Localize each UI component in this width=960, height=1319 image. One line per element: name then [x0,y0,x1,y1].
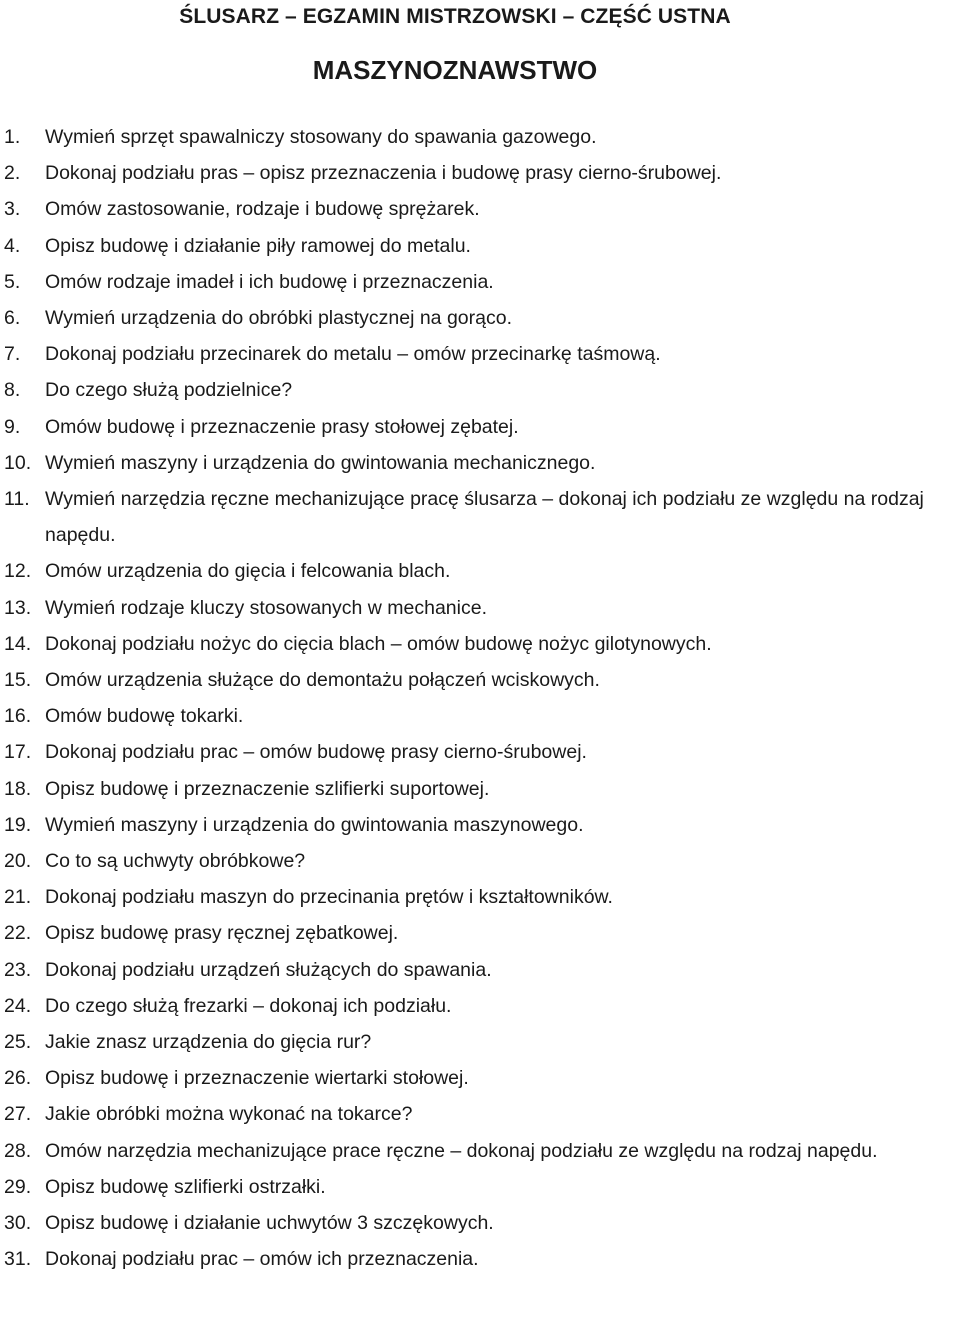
question-text: Dokonaj podziału pras – opisz przeznaczenia i budowę prasy cierno-śrubowej. [45,162,722,185]
list-item [0,771,960,807]
question-text: Omów urządzenia do gięcia i felcowania blach. [45,560,451,583]
question-number: 16. [4,705,32,728]
list-item [0,1169,960,1205]
question-text: Dokonaj podziału prac – omów ich przeznaczenia. [45,1248,479,1271]
list-item [0,300,960,336]
question-number: 11. [4,488,30,511]
question-number: 28. [4,1139,32,1162]
question-text: Omów budowę i przeznaczenie prasy stołowej zębatej. [45,415,519,438]
question-number: 12. [4,560,32,583]
list-item [0,228,960,264]
list-item [0,1133,960,1169]
list-item [0,734,960,770]
list-item [0,915,960,951]
question-text: Dokonaj podziału nożyc do cięcia blach – omów budowę nożyc gilotynowych. [45,632,712,655]
list-item [0,1024,960,1060]
question-number: 9. [4,415,21,438]
question-text: Omów zastosowanie, rodzaje i budowę sprężarek. [45,198,480,221]
list-item [0,988,960,1024]
question-text: Opisz budowę i przeznaczenie szlifierki suportowej. [45,777,490,800]
question-number: 4. [4,234,21,257]
list-item [0,409,960,445]
list-item [0,1241,960,1277]
question-text: Omów narzędzia mechanizujące prace ręczne – dokonaj podziału ze względu na rodzaj napędu. [45,1139,878,1162]
question-text: Omów urządzenia służące do demontażu połączeń wciskowych. [45,669,600,692]
question-number: 14. [4,632,32,655]
question-number: 24. [4,994,32,1017]
document-header: ŚLUSARZ – EGZAMIN MISTRZOWSKI – CZĘŚĆ USTNA [179,5,731,28]
question-number: 21. [4,886,32,909]
question-text: Opisz budowę szlifierki ostrzałki. [45,1175,326,1198]
question-number: 22. [4,922,32,945]
question-text: Co to są uchwyty obróbkowe? [45,850,306,873]
question-number: 30. [4,1212,32,1235]
question-number: 31. [4,1248,32,1271]
question-text: Dokonaj podziału maszyn do przecinania prętów i kształtowników. [45,886,613,909]
list-item [0,843,960,879]
question-text: Wymień maszyny i urządzenia do gwintowania mechanicznego. [45,451,596,474]
question-list [0,119,960,1278]
question-text: Wymień maszyny i urządzenia do gwintowania maszynowego. [45,813,584,836]
list-item [0,481,960,553]
question-number: 7. [4,343,21,366]
list-item [0,626,960,662]
question-number: 8. [4,379,21,402]
list-item [0,553,960,589]
question-text: Wymień urządzenia do obróbki plastycznej na gorąco. [45,307,512,330]
list-item [0,590,960,626]
list-item [0,807,960,843]
question-text: Omów rodzaje imadeł i ich budowę i przeznaczenia. [45,270,494,293]
question-text: Dokonaj podziału prac – omów budowę prasy cierno-śrubowej. [45,741,587,764]
list-item [0,372,960,408]
question-text: Dokonaj podziału urządzeń służących do spawania. [45,958,492,981]
question-number: 15. [4,669,32,692]
question-text: Jakie obróbki można wykonać na tokarce? [45,1103,413,1126]
list-item [0,698,960,734]
question-number: 1. [4,126,21,148]
list-item [0,1060,960,1096]
question-text: Wymień sprzęt spawalniczy stosowany do spawania gazowego. [45,126,597,148]
question-number: 13. [4,596,32,619]
question-text: Opisz budowę i przeznaczenie wiertarki stołowej. [45,1067,469,1090]
question-number: 17. [4,741,32,764]
question-number: 25. [4,1031,32,1054]
question-number: 27. [4,1103,32,1126]
question-text: Opisz budowę i działanie piły ramowej do metalu. [45,234,471,257]
question-number: 23. [4,958,32,981]
question-number: 6. [4,307,21,330]
question-text: Wymień rodzaje kluczy stosowanych w mechanice. [45,596,487,619]
question-text: Omów budowę tokarki. [45,705,244,728]
question-text: Do czego służą frezarki – dokonaj ich podziału. [45,994,452,1017]
question-text: Jakie znasz urządzenia do gięcia rur? [45,1031,372,1054]
question-text: Opisz budowę prasy ręcznej zębatkowej. [45,922,399,945]
question-number: 29. [4,1175,32,1198]
question-text: Wymień narzędzia ręczne mechanizujące pracę ślusarza – dokonaj ich podziału ze względu na rodzaj napędu. [45,488,924,547]
list-item [0,264,960,300]
question-text: Opisz budowę i działanie uchwytów 3 szczękowych. [45,1212,494,1235]
question-number: 20. [4,850,32,873]
list-item [0,879,960,915]
list-item [0,952,960,988]
question-number: 5. [4,270,21,293]
list-item [0,155,960,191]
list-item [0,191,960,227]
list-item [0,119,960,155]
list-item [0,336,960,372]
list-item [0,445,960,481]
question-text: Do czego służą podzielnice? [45,379,293,402]
list-item [0,1205,960,1241]
section-title: MASZYNOZNAWSTWO [312,55,598,85]
question-number: 2. [4,162,21,185]
question-number: 26. [4,1067,32,1090]
list-item [0,1096,960,1132]
list-item [0,662,960,698]
question-number: 3. [4,198,21,221]
question-text: Dokonaj podziału przecinarek do metalu – omów przecinarkę taśmową. [45,343,661,366]
question-number: 18. [4,777,32,800]
question-number: 19. [4,813,32,836]
question-number: 10. [4,451,32,474]
